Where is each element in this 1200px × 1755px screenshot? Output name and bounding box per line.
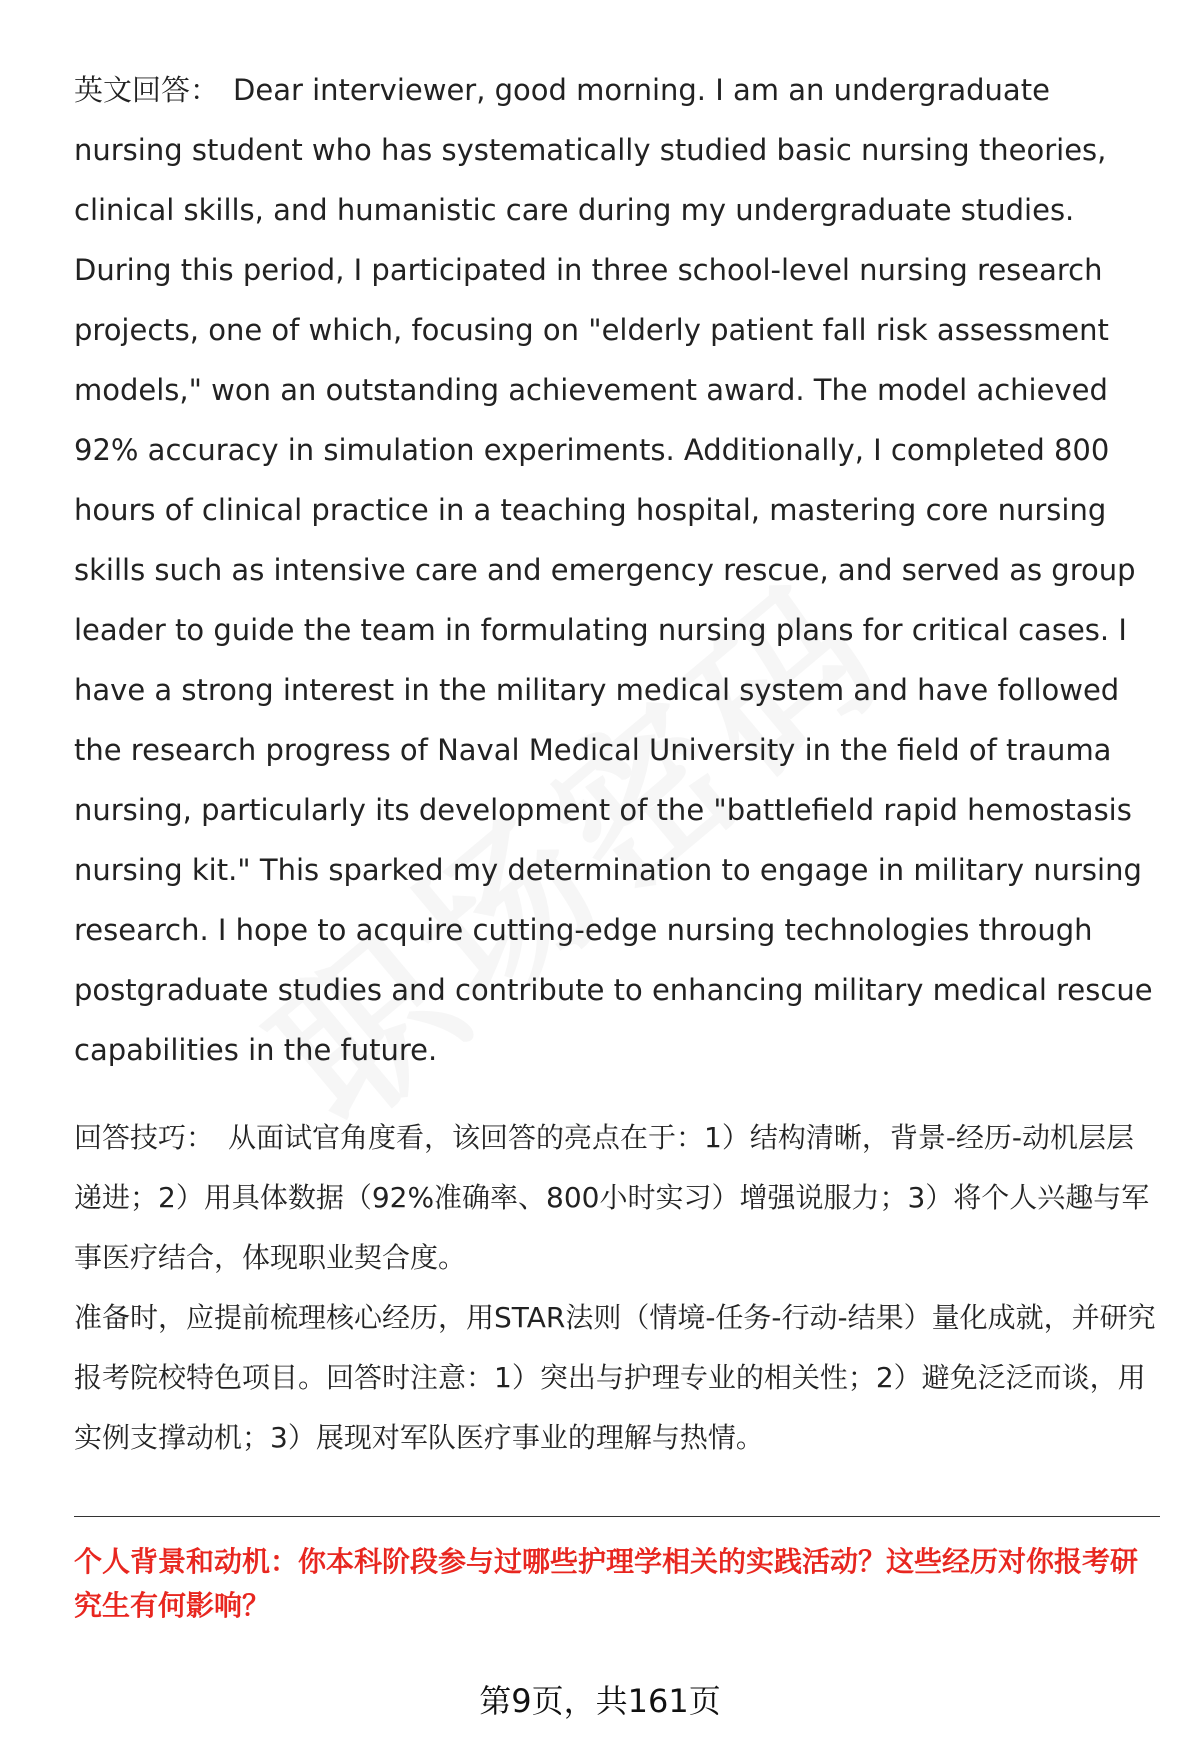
section-divider [74, 1516, 1160, 1517]
tips-paragraph-1 [74, 1108, 1160, 1288]
tips-text-1: 从面试官角度看，该回答的亮点在于：1）结构清晰，背景-经历-动机层层递进；2）用具体数据（92%准确率、800小时实习）增强说服力；3）将个人兴趣与军事医疗结合，体现职业契合度。 [74, 1121, 1150, 1274]
tips-label: 回答技巧： [74, 1121, 215, 1154]
next-question-heading: 个人背景和动机：你本科阶段参与过哪些护理学相关的实践活动？这些经历对你报考研究生有何影响？ [74, 1545, 1139, 1622]
tips-paragraph-2: 准备时，应提前梳理核心经历，用STAR法则（情境-任务-行动-结果）量化成就，并研究报考院校特色项目。回答时注意：1）突出与护理专业的相关性；2）避免泛泛而谈，用实例支撑动机；3）展现对军队医疗事业的理解与热情。 [74, 1301, 1156, 1454]
english-answer-label: 英文回答： [74, 73, 220, 107]
english-answer [74, 60, 1160, 1080]
answer-tips [74, 1108, 1160, 1468]
document-body [74, 60, 1160, 1468]
page-number: 第9页，共161页 [479, 1682, 721, 1720]
english-answer-text: Dear interviewer, good morning. I am an undergraduate nursing student who has systematically studied basic nursing theories, clinical skills, and humanistic care during my undergraduate studies. During this period, I participated in three school-level nursing research projects, one of which, focusing on "elderly patient fall risk assessment models," won an outstanding achievement award. The model achieved 92% accuracy in simulation experiments. Additionally, I completed 800 hours of clinical practice in a teaching hospital, mastering core nursing skills such as intensive care and emergency rescue, and served as group leader to guide the team in formulating nursing plans for critical cases. I have a strong interest in the military medical system and have followed the research progress of Naval Medical University in the field of trauma nursing, particularly its development of the "battlefield rapid hemostasis nursing kit." This sparked my determination to engage in military nursing research. I hope to acquire cutting-edge nursing technologies through postgraduate studies and contribute to enhancing military medical rescue capabilities in the future. [74, 73, 1153, 1067]
